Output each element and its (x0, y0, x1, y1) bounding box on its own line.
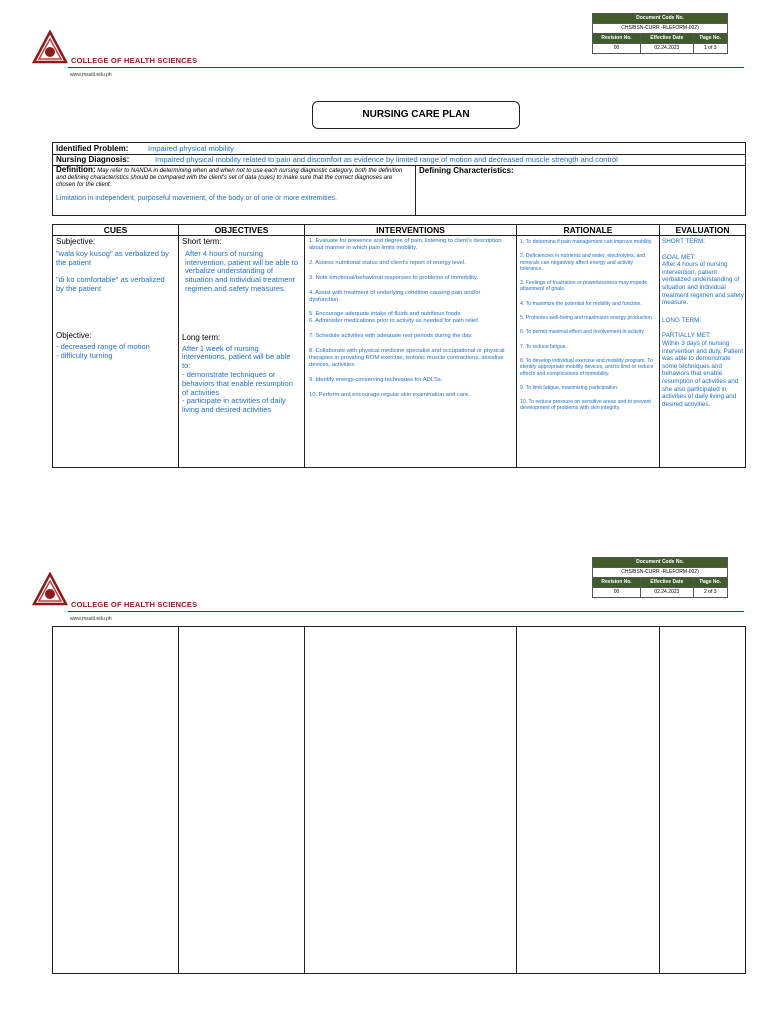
long-term-objective: After 1 week of nursing interventions, patient will be able to: (182, 343, 291, 371)
subjective-label: Subjective: (56, 237, 96, 246)
care-plan-table-continued (52, 626, 746, 974)
eval-short-status: GOAL MET: (662, 253, 696, 261)
doc-code-value: CHS/BSN-CURR -RLEFORM-002) (593, 568, 728, 578)
col-line (304, 627, 305, 973)
long-term-label: Long term: (182, 332, 221, 342)
col-line (304, 225, 305, 467)
intervention-6: 6. Administer medications prior to activity as needed for pain relief. (309, 318, 480, 324)
objectives-cell (182, 238, 300, 415)
diagnosis-value: Impaired physical mobility related to pain and discomfort as evidence by limited range of motion and decreased muscle strength and control (155, 155, 618, 164)
revision-value: 00 (593, 44, 641, 54)
short-term-label: Short term: (182, 237, 222, 246)
problem-info (52, 142, 746, 216)
objective-cue-2: - difficulty turning (56, 350, 113, 360)
intervention-2: 2. Assess nutritional status and client's report of energy level. (309, 260, 466, 266)
diagnosis-row (53, 154, 745, 166)
diagnosis-label: Nursing Diagnosis: (56, 155, 130, 164)
effective-value: 02.24.2023 (641, 588, 693, 598)
header-divider (68, 611, 744, 612)
rationale-7: 7. To reduce fatigue. (520, 343, 567, 350)
definition-value: Limitation in independent, purposeful movement, of the body or of one or more extremities. (56, 194, 337, 202)
rationale-3: 3. Feelings of frustration or powerlessness may impede attainment of goals. (520, 280, 648, 293)
intervention-4: 4. Assist with treatment of underlying condition causing pain and/or dysfunction. (309, 290, 481, 303)
effective-label: Effective Date (641, 578, 693, 588)
cues-cell (56, 238, 174, 360)
rationale-10: 10. To reduce pressure on sensitive areas and to prevent development of problems with skin integrity. (520, 399, 651, 412)
defining-label: Defining Characteristics: (419, 166, 514, 175)
page-value: 1 of 3 (693, 44, 727, 54)
col-header-cues: CUES (103, 225, 128, 235)
college-name: COLLEGE OF HEALTH SCIENCES (71, 56, 198, 65)
college-name: COLLEGE OF HEALTH SCIENCES (71, 600, 198, 609)
page2-header (0, 548, 768, 628)
rationale-5: 5. Promotes well-being and maximizes energy production. (520, 315, 654, 322)
effective-label: Effective Date (641, 34, 693, 44)
definition-label: Definition: (56, 165, 96, 174)
intervention-9: 9. Identify energy-conserving techniques for ADLSs. (309, 377, 443, 383)
intervention-3: 3. Note emotional/behavioral responses to problems of immobility. (309, 275, 479, 281)
col-header-evaluation: EVALUATION (675, 225, 730, 235)
objective-cue-1: - decreased range of motion (56, 341, 150, 351)
evaluation-cell (662, 238, 744, 408)
col-line (178, 225, 179, 467)
doc-code-table (592, 13, 728, 54)
page-value: 2 of 3 (693, 588, 727, 598)
intervention-7: 7. Schedule activities with adequate rest periods during the day. (309, 333, 473, 339)
eval-long-status: PARTIALLY MET: (662, 332, 711, 340)
definition-note: May refer to NANDA in determining when and when not to use each nursing diagnostic category, both the definition and defining characteristics should be compared with the client's set of data (cues) to make sure that the correct diagnoses are chosen for the client. (56, 168, 403, 189)
rationale-4: 4. To maximize the potential for mobility and function. (520, 300, 642, 307)
identified-label: Identified Problem: (56, 144, 129, 153)
intervention-1: 1. Evaluate for presence and degree of pain, listening to client's description about manner in which pain limits mobility. (309, 238, 502, 251)
col-line (178, 627, 179, 973)
rationale-1: 1. To determine if pain management can improve mobility. (520, 239, 653, 245)
eval-short-label: SHORT TERM: (662, 238, 706, 245)
intervention-8: 8. Collaborate with physical medicine specialist and occupational or physical therapies in providing ROM exercise, isotonic muscle contractions, assistive devices, activities. (309, 348, 505, 368)
header-divider (68, 67, 744, 68)
interventions-cell (309, 238, 511, 404)
col-line (659, 225, 660, 467)
eval-short-value: After 4 hours of nursing intervention, patient verbalized understanding of situation and individual treatment regimen and safety measure. (662, 261, 744, 307)
rationale-cell (520, 239, 657, 417)
col-line (516, 627, 517, 973)
care-plan-table (52, 224, 746, 468)
page-label: Page No. (693, 578, 727, 588)
header-row-line (53, 235, 745, 236)
col-line (516, 225, 517, 467)
effective-value: 02.24.2023 (641, 44, 693, 54)
info-divider (415, 165, 416, 215)
long-term-objective-2: - participate in activities of daily living and desired activities (182, 396, 286, 415)
intervention-5: 5. Encourage adequate intake of fluids and nutritious foods. (309, 311, 462, 317)
col-header-rationale: RATIONALE (563, 225, 613, 235)
rationale-9: 9. To limit fatigue, maximizing participation. (520, 384, 619, 391)
eval-long-value: Within 3 days of nursing intervention and duty, Patient was able to demonstrate some techniques and behaviors that enable resumption of activities and she also participated in activities of daily living and desired activities. (662, 339, 744, 408)
rationale-2: 2. Deficiencies in nutrients and water, electrolytes, and minerals can negatively affect energy and activity tolerance. (520, 253, 646, 272)
long-term-objective-1: - demonstrate techniques or behaviors that enable resumption of activities (182, 369, 293, 397)
eval-long-label: LONG TERM: (662, 316, 702, 324)
doc-code-value: CHS/BSN-CURR -RLEFORM-002) (593, 24, 728, 34)
doc-code-table (592, 557, 728, 598)
subjective-cue-2: "di ko comfortable" as verbalized by the patient (56, 275, 165, 294)
doc-code-label: Document Code No. (593, 14, 728, 24)
short-term-objective: After 4 hours of nursing intervention, patient will be able to verbalize understanding of situation and individual treatment regimen and safety measures. (185, 248, 298, 293)
definition-block (56, 166, 408, 202)
revision-value: 00 (593, 588, 641, 598)
identified-value: Impaired physical mobility (148, 144, 234, 153)
rationale-6: 6. To permit maximal effect and involvement in activity. (520, 329, 645, 336)
college-logo (32, 30, 64, 62)
revision-label: Revision No. (593, 34, 641, 44)
college-logo (32, 572, 64, 604)
col-header-interventions: INTERVENTIONS (376, 225, 445, 235)
page1-header (0, 0, 768, 80)
rationale-8: 8. To develop individual exercise and mobility program. To identify appropriate mobility devices, and to limit or reduce effects and complications of immobility. (520, 357, 654, 377)
doc-code-label: Document Code No. (593, 558, 728, 568)
subjective-cue-1: "wala koy kusog" as verbalized by the patient (56, 248, 169, 267)
page-title: NURSING CARE PLAN (312, 101, 520, 129)
website-link[interactable]: www.msuiit.edu.ph (70, 616, 112, 622)
intervention-10: 10. Perform and encourage regular skin examination and care. (309, 392, 470, 398)
revision-label: Revision No. (593, 578, 641, 588)
website-link[interactable]: www.msuiit.edu.ph (70, 72, 112, 78)
page-label: Page No. (693, 34, 727, 44)
objective-label: Objective: (56, 330, 92, 340)
col-line (659, 627, 660, 973)
col-header-objectives: OBJECTIVES (214, 225, 269, 235)
